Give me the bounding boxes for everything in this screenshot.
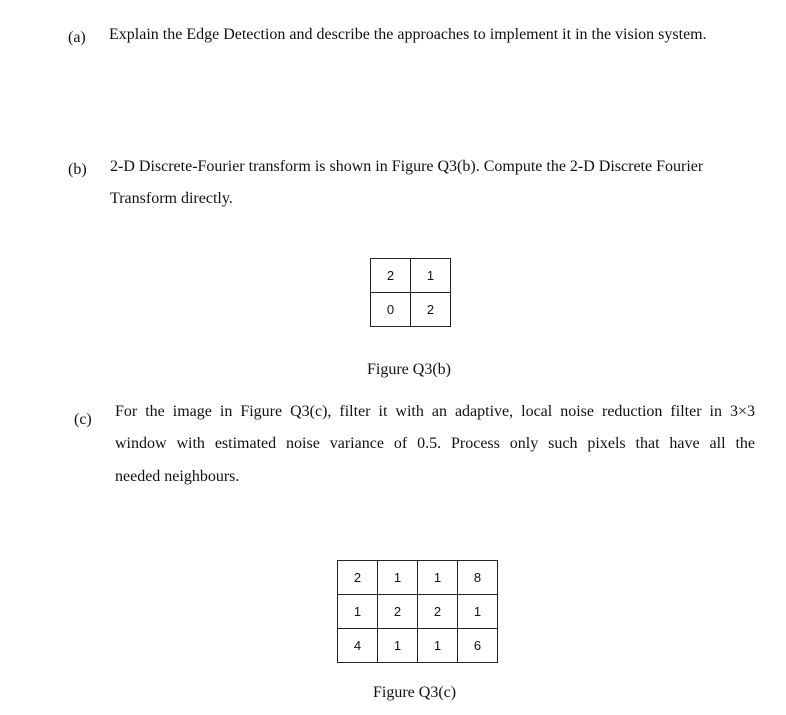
matrix-cell: 6: [458, 629, 498, 663]
matrix-cell: 2: [378, 595, 418, 629]
question-b-line-2: Transform directly.: [110, 190, 233, 207]
matrix-cell: 0: [371, 293, 411, 327]
matrix-cell: 2: [371, 259, 411, 293]
question-c-line-1: For the image in Figure Q3(c), filter it with an adaptive, local noise reduction filter in 3×3: [115, 403, 755, 420]
matrix-row: [338, 561, 498, 595]
matrix-cell: 1: [411, 259, 451, 293]
matrix-cell: 1: [418, 629, 458, 663]
matrix-cell: 8: [458, 561, 498, 595]
matrix-cell: 2: [338, 561, 378, 595]
question-c-line-3: needed neighbours.: [115, 468, 240, 485]
question-a-text: Explain the Edge Detection and describe the approaches to implement it in the vision system.: [109, 26, 707, 43]
matrix-cell: 1: [378, 629, 418, 663]
matrix-cell: 1: [338, 595, 378, 629]
matrix-row: [338, 629, 498, 663]
question-b-line-1: 2-D Discrete-Fourier transform is shown in Figure Q3(b). Compute the 2-D Discrete Fourier: [110, 158, 704, 175]
matrix-row: [371, 259, 451, 293]
matrix-cell: 2: [418, 595, 458, 629]
matrix-cell: 1: [418, 561, 458, 595]
matrix-row: [371, 293, 451, 327]
matrix-row: [338, 595, 498, 629]
matrix-cell: 1: [378, 561, 418, 595]
figure-q3b-caption: Figure Q3(b): [367, 361, 451, 378]
question-b-label: (b): [68, 161, 87, 178]
question-c-label: (c): [74, 411, 92, 428]
question-c-line-2: window with estimated noise variance of 0.5. Process only such pixels that have all the: [115, 435, 755, 452]
figure-q3c-caption: Figure Q3(c): [373, 684, 457, 701]
matrix-cell: 1: [458, 595, 498, 629]
question-a-label: (a): [68, 29, 86, 46]
figure-q3b-matrix: [370, 258, 451, 327]
figure-q3c-matrix: [337, 560, 498, 663]
matrix-cell: 4: [338, 629, 378, 663]
matrix-cell: 2: [411, 293, 451, 327]
